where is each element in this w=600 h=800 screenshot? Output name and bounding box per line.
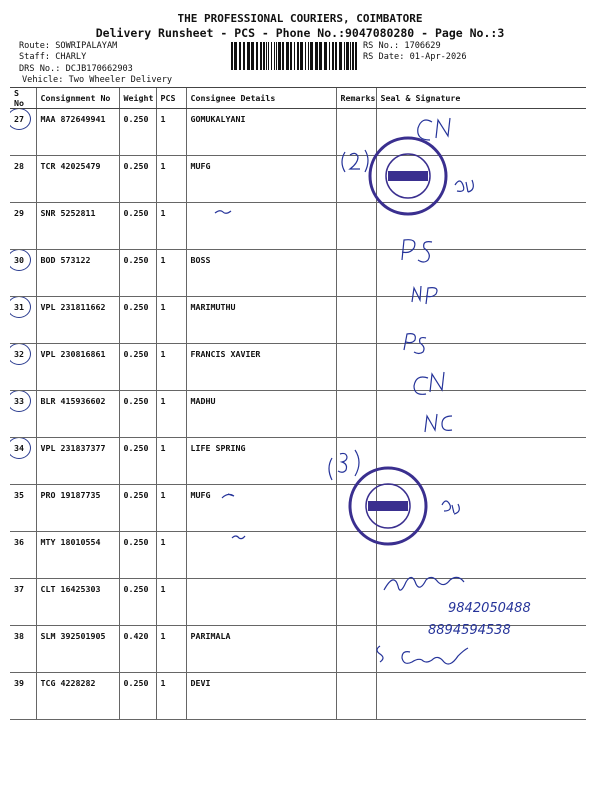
- serial-number-text: 34: [14, 443, 24, 453]
- serial-number-text: 28: [14, 161, 24, 171]
- vehicle-line: Vehicle: Two Wheeler Delivery: [22, 75, 173, 85]
- consignee-text: MADHU: [190, 396, 216, 406]
- weight-text: 0.250: [123, 490, 149, 500]
- signature-row34: [425, 414, 452, 432]
- signature-row36-seal: [442, 501, 459, 514]
- mark-row35: [329, 450, 359, 480]
- column-header: Consignment No: [36, 88, 119, 109]
- consignment-number-text: TCG 4228282: [40, 678, 96, 688]
- weight-text: 0.250: [123, 349, 149, 359]
- column-header: PCS: [156, 88, 186, 109]
- column-header: Seal & Signature: [376, 88, 586, 109]
- runsheet-subtitle: Delivery Runsheet - PCS - Phone No.:9047080280 - Page No.:3: [95, 26, 505, 40]
- phone-row38: 9842050488: [448, 601, 531, 616]
- consignee-text: GOMUKALYANI: [190, 114, 246, 124]
- consignee-text: MUFG: [190, 490, 211, 500]
- consignment-number-text: VPL 230816861: [40, 349, 106, 359]
- pcs-text: 1: [160, 537, 166, 547]
- consignment-number-text: VPL 231811662: [40, 302, 106, 312]
- consignment-number-text: SLM 392501905: [40, 631, 106, 641]
- pcs-text: 1: [160, 114, 166, 124]
- pcs-text: 1: [160, 443, 166, 453]
- pcs-text: 1: [160, 396, 166, 406]
- consignment-number-text: BLR 415936602: [40, 396, 106, 406]
- serial-number-text: 35: [14, 490, 24, 500]
- signature-row39: [377, 646, 468, 664]
- serial-number-text: 30: [14, 255, 24, 265]
- signature-row32: [404, 334, 426, 354]
- consignee-text: MARIMUTHU: [190, 302, 236, 312]
- column-header: S No: [10, 88, 36, 109]
- consignee-text: PARIMALA: [190, 631, 231, 641]
- staff-value: CHARLY: [55, 52, 87, 62]
- weight-text: 0.250: [123, 443, 149, 453]
- consignee-text: DEVI: [190, 678, 211, 688]
- weight-text: 0.420: [123, 631, 149, 641]
- signature-row33: [414, 372, 444, 394]
- rs-date-line: RS Date: 01-Apr-2026: [363, 52, 467, 62]
- weight-text: 0.250: [123, 537, 149, 547]
- column-header: Consignee Details: [186, 88, 336, 109]
- pcs-text: 1: [160, 584, 166, 594]
- rs-no-line: RS No.: 1706629: [363, 41, 441, 51]
- serial-number-text: 29: [14, 208, 24, 218]
- column-header: Weight: [119, 88, 156, 109]
- serial-number-text: 31: [14, 302, 24, 312]
- pcs-text: 1: [160, 302, 166, 312]
- company-stamp-2: [350, 468, 426, 544]
- consignment-number-text: BOD 573122: [40, 255, 91, 265]
- pcs-text: 1: [160, 255, 166, 265]
- tick-row29: [215, 211, 231, 214]
- weight-text: 0.250: [123, 678, 149, 688]
- pcs-text: 1: [160, 349, 166, 359]
- consignee-text: FRANCIS XAVIER: [190, 349, 261, 359]
- signature-row31: [412, 286, 437, 304]
- serial-number-text: 32: [14, 349, 24, 359]
- drs-line: DRS No.: DCJB170662903: [19, 63, 133, 74]
- drs-value: DCJB170662903: [65, 63, 133, 74]
- consignment-number-text: SNR 5252811: [40, 208, 96, 218]
- route-line: Route: SOWRIPALAYAM: [19, 41, 118, 51]
- phone-row39: 8894594538: [428, 623, 511, 638]
- consignment-number-text: MAA 872649941: [40, 114, 106, 124]
- pcs-text: 1: [160, 161, 166, 171]
- serial-number-text: 37: [14, 584, 24, 594]
- signature-row38: [384, 577, 464, 590]
- company-name: THE PROFESSIONAL COURIERS, COIMBATORE: [177, 12, 423, 25]
- weight-text: 0.250: [123, 208, 149, 218]
- consignment-number-text: MTY 18010554: [40, 537, 101, 547]
- consignee-text: LIFE SPRING: [190, 443, 246, 453]
- consignee-text: MUFG: [190, 161, 211, 171]
- company-stamp: [370, 138, 446, 214]
- pcs-text: 1: [160, 208, 166, 218]
- serial-number-text: 33: [14, 396, 24, 406]
- consignment-number-text: VPL 231837377: [40, 443, 106, 453]
- serial-number-text: 27: [14, 114, 24, 124]
- signature-row28: [455, 180, 473, 192]
- pcs-text: 1: [160, 631, 166, 641]
- signature-row30: [402, 240, 432, 262]
- staff-line: Staff: CHARLY: [19, 52, 87, 62]
- column-header: Remarks: [336, 88, 376, 109]
- vehicle-value: Two Wheeler Delivery: [68, 75, 173, 85]
- weight-text: 0.250: [123, 114, 149, 124]
- weight-text: 0.250: [123, 584, 149, 594]
- weight-text: 0.250: [123, 302, 149, 312]
- weight-text: 0.250: [123, 396, 149, 406]
- serial-number-text: 38: [14, 631, 24, 641]
- pcs-text: 1: [160, 490, 166, 500]
- consignee-text: BOSS: [190, 255, 211, 265]
- consignment-number-text: TCR 42025479: [40, 161, 101, 171]
- serial-number-text: 36: [14, 537, 24, 547]
- pcs-text: 1: [160, 678, 166, 688]
- mark-row28: [342, 150, 368, 172]
- weight-text: 0.250: [123, 255, 149, 265]
- weight-text: 0.250: [123, 161, 149, 171]
- rs-no-value: 1706629: [404, 41, 441, 51]
- tick-row37: [232, 536, 245, 539]
- consignment-number-text: PRO 19187735: [40, 490, 101, 500]
- signature-row27: [418, 118, 450, 140]
- serial-number-text: 39: [14, 678, 24, 688]
- rs-date-value: 01-Apr-2026: [409, 52, 467, 62]
- route-value: SOWRIPALAYAM: [55, 41, 118, 51]
- tick-row36: [222, 494, 234, 498]
- consignment-number-text: CLT 16425303: [40, 584, 101, 594]
